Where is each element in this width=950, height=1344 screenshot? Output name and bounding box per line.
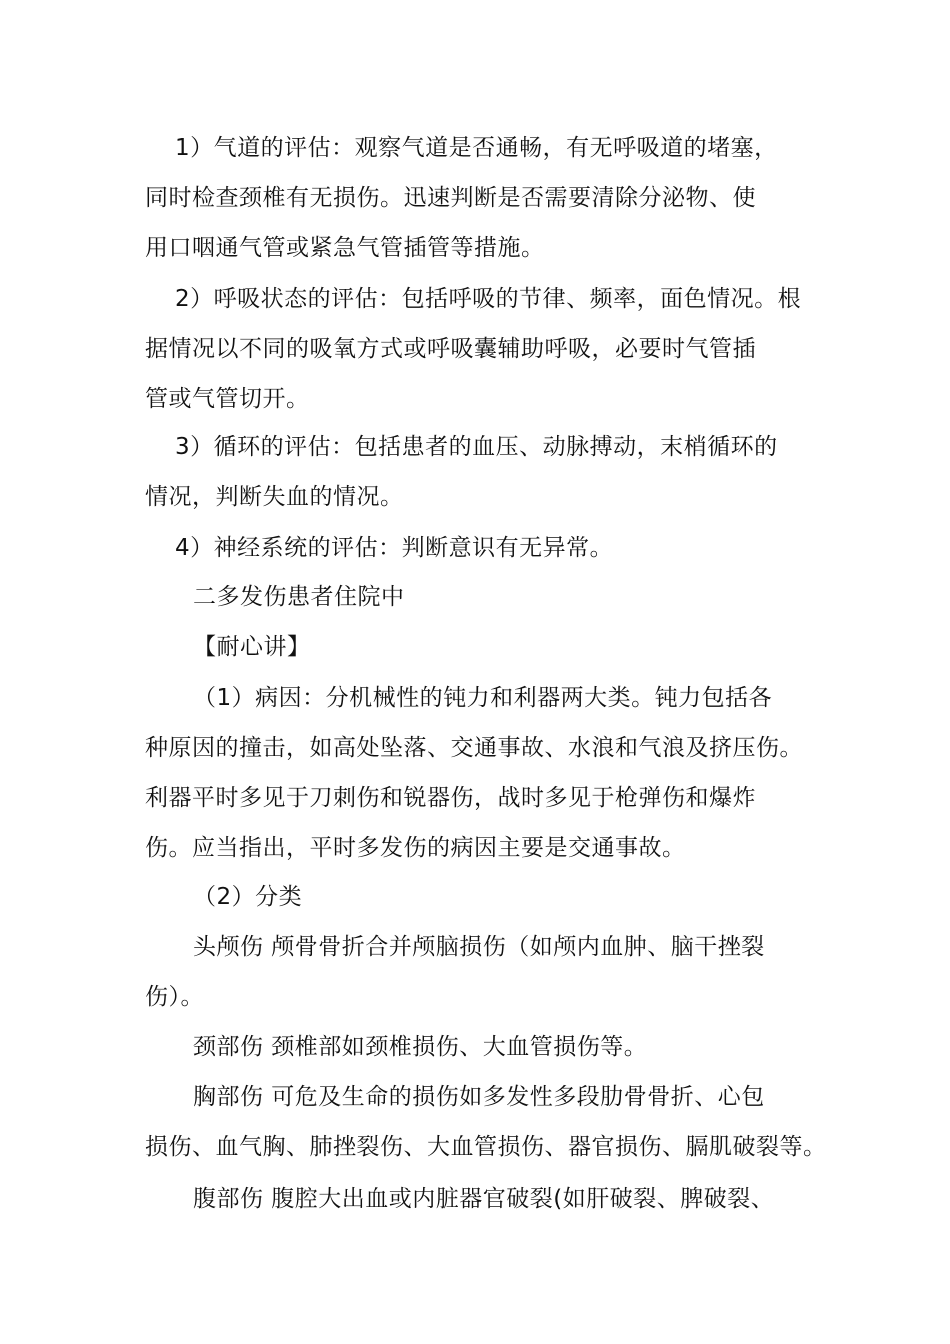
text-line: 伤。应当指出，平时多发伤的病因主要是交通事故。 (145, 835, 686, 861)
text-line: 用口咽通气管或紧急气管插管等措施。 (145, 235, 545, 261)
subsection-heading: 【耐心讲】 (193, 634, 311, 660)
text-line: 伤）。 (145, 984, 204, 1010)
text-line: 颈部伤 颈椎部如颈椎损伤、大血管损伤等。 (193, 1034, 648, 1060)
text-line: （2）分类 (193, 884, 303, 910)
text-line: 情况，判断失血的情况。 (145, 484, 404, 510)
text-line: 种原因的撞击，如高处坠落、交通事故、水浪和气浪及挤压伤。 (145, 735, 803, 761)
text-line: 3）循环的评估：包括患者的血压、动脉搏动，末梢循环的 (175, 434, 778, 460)
text-line: （1）病因：分机械性的钝力和利器两大类。钝力包括各 (193, 685, 773, 711)
text-line: 腹部伤 腹腔大出血或内脏器官破裂(如肝破裂、脾破裂、 (193, 1186, 775, 1212)
text-line: 头颅伤 颅骨骨折合并颅脑损伤（如颅内血肿、脑干挫裂 (193, 934, 765, 960)
section-heading: 二多发伤患者住院中 (193, 584, 405, 610)
text-line: 损伤、血气胸、肺挫裂伤、大血管损伤、器官损伤、膈肌破裂等。 (145, 1134, 827, 1160)
text-line: 1）气道的评估：观察气道是否通畅，有无呼吸道的堵塞， (175, 135, 778, 161)
text-line: 胸部伤 可危及生命的损伤如多发性多段肋骨骨折、心包 (193, 1084, 765, 1110)
text-line: 据情况以不同的吸氧方式或呼吸囊辅助呼吸，必要时气管插 (145, 336, 756, 362)
text-line: 管或气管切开。 (145, 386, 310, 412)
text-line: 利器平时多见于刀刺伤和锐器伤，战时多见于枪弹伤和爆炸 (145, 785, 756, 811)
text-line: 4）神经系统的评估：判断意识有无异常。 (175, 535, 614, 561)
text-line: 2）呼吸状态的评估：包括呼吸的节律、频率，面色情况。根 (175, 286, 802, 312)
text-line: 同时检查颈椎有无损伤。迅速判断是否需要清除分泌物、使 (145, 185, 756, 211)
